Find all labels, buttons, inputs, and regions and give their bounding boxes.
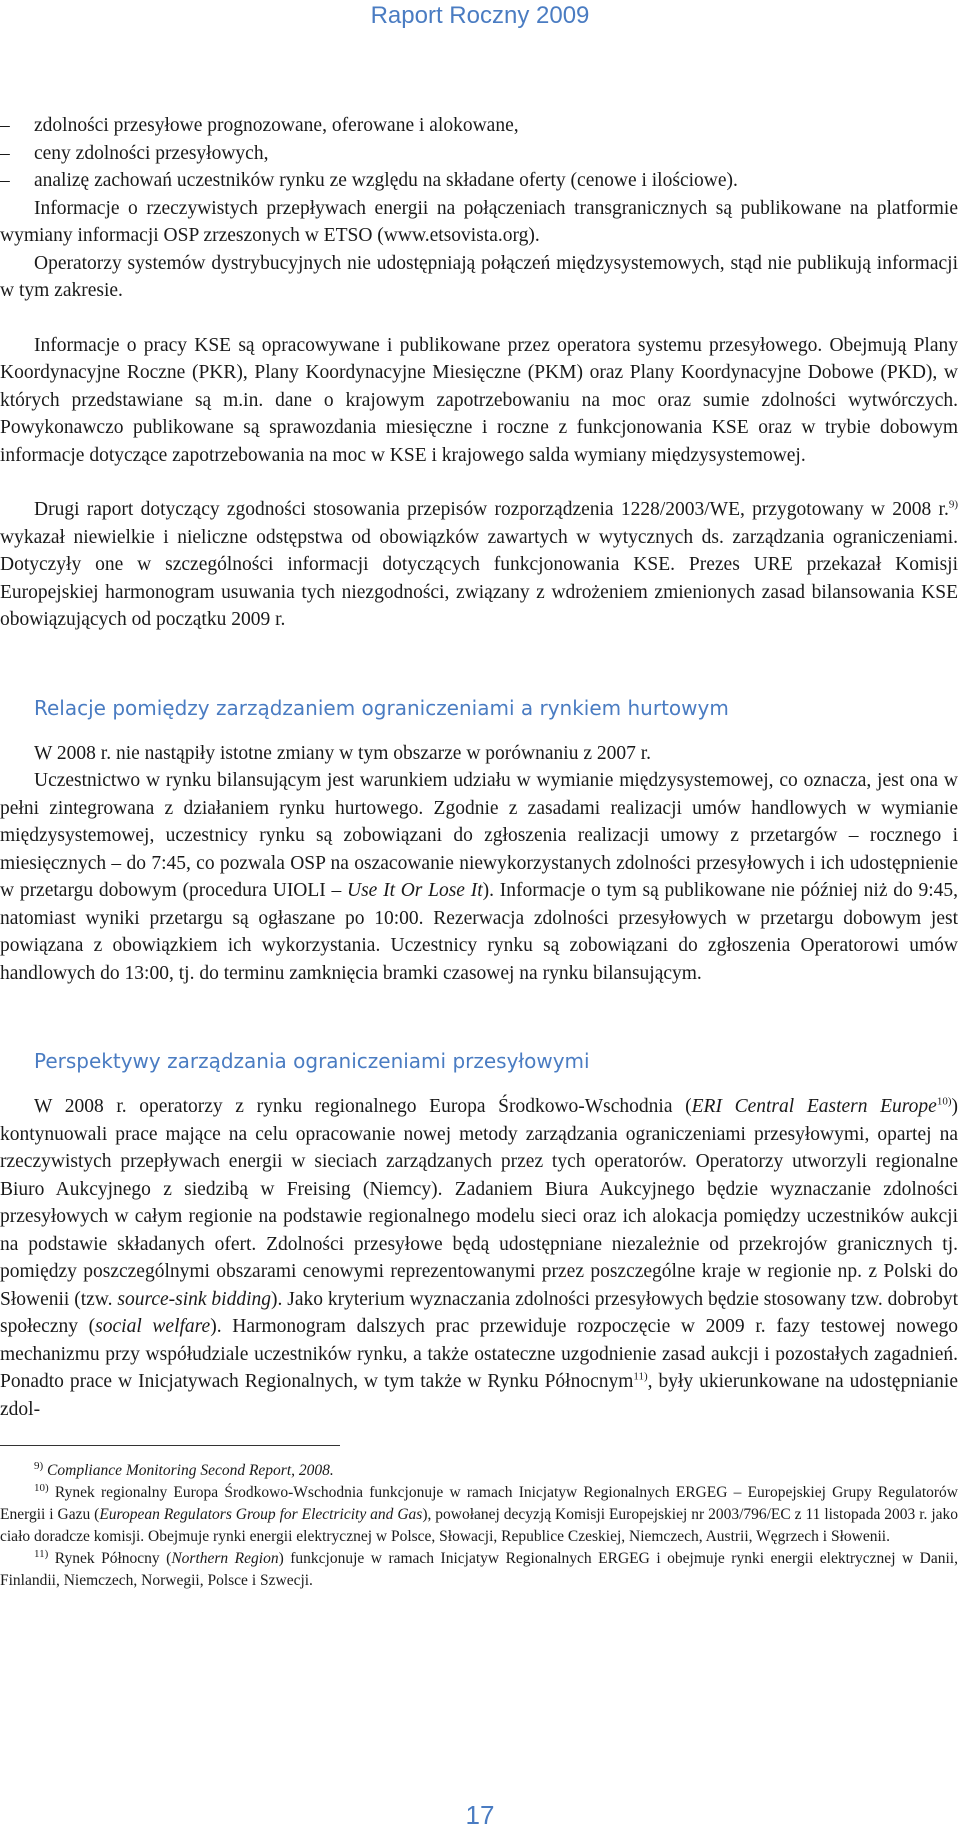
list-item [0, 112, 958, 140]
list-item-text: zdolności przesyłowe prognozowane, oferowane i alokowane, [34, 115, 519, 136]
dash-icon: – [0, 115, 10, 136]
page-body [0, 112, 958, 1592]
list-item [0, 140, 958, 168]
page-number: 17 [465, 1800, 495, 1830]
footnote-ref-9: 9) [948, 498, 958, 511]
paragraph-no-changes: W 2008 r. nie nastąpiły istotne zmiany w tym obszarze w porównaniu z 2007 r. [34, 742, 652, 764]
paragraph-kse-info: Informacje o pracy KSE są opracowywane i publikowane przez operatora systemu przesyłowego. Obejmują Plany Koordynacyjne Roczne (PKR), Plany Koordynacyjne Miesięczne (PKM) oraz Plany Koordynacyjne Dobowe (PKD), w których przedstawiane są m.in. dane o krajowym zapotrzebowaniu na moc oraz sumie zdolności wytwórczych. Powykonawczo publikowane są sprawozdania miesięczne i roczne z funkcjonowania KSE oraz w trybie dobowym informacje dotyczące zapotrzebowania na moc w KSE i krajowego salda wymiany międzysystemowej. [0, 334, 958, 466]
section-heading-perspectives: Perspektywy zarządzania ograniczeniami przesyłowymi [34, 1049, 590, 1073]
paragraph-second-report: Drugi raport dotyczący zgodności stosowania przepisów rozporządzenia 1228/2003/WE, przygotowany w 2008 r.$^{9)}$ wykazał niewielkie i nieliczne odstępstwa od obowiązków zawartych w wytycznych ds. zarządzania ograniczeniami. Dotyczyły one w szczególności informacji dotyczących funkcjonowania KSE. Prezes URE przekazał Komisji Europejskiej harmonogram usuwania tych niezgodności, związany z wdrożeniem zmienionych zasad bilansowania KSE obowiązujących od początku 2009 r. [0, 498, 958, 630]
footnote-ref-11: 11) [633, 1370, 648, 1383]
running-header: Raport Roczny 2009 [370, 2, 590, 29]
bullet-list [0, 112, 958, 195]
list-item-text: analizę zachowań uczestników rynku ze względu na składane oferty (cenowe i ilościowe). [34, 170, 738, 191]
paragraph-regional-market: W 2008 r. operatorzy z rynku regionalnego Europa Środkowo-Wschodnia (ERI Central Eastern Europe$^{10)}$) kontynuowali prace mające na celu opracowanie nowej metody zarządzania ograniczeniami przesyłowymi, opartej na rzeczywistych przepływach energii w sieciach zarządzanych przez tych operatorów. Operatorzy utworzyli regionalne Biuro Aukcyjnego z siedzibą w Freising (Niemcy). Zadaniem Biura Aukcyjnego będzie wyznaczanie zdolności przesyłowych w całym regionie na podstawie regionalnego modelu sieci oraz ich alokacja pomiędzy uczestników aukcji na podstawie składanych ofert. Zdolności przesyłowe będą udostępniane niezależnie od przekrojów granicznych tj. pomiędzy poszczególnymi obszarami cenowymi reprezentowanymi przez poszczególne kraje w regionie np. z Polski do Słowenii (tzw. source-sink bidding). Jako kryterium wyznaczania zdolności przesyłowych będzie stosowany tzw. dobrobyt społeczny (social welfare). Harmonogram dalszych prac przewiduje rozpoczęcie w 2009 r. fazy testowej nowego mechanizmu przy współudziale uczestników rynku, a także ostateczne uzgodnienie zasad aukcji i pozostałych zagadnień. Ponadto prace w Inicjatywach Regionalnych, w tym także w Rynku Północnym$^{11)}$, były ukierunkowane na udostępnianie zdol- [0, 1095, 958, 1420]
paragraph-balancing-market: Uczestnictwo w rynku bilansującym jest warunkiem udziału w wymianie międzysystemowej, co oznacza, jest ona w pełni zintegrowana z działaniem rynku hurtowego. Zgodnie z zasadami realizacji umów handlowych w wymianie międzysystemowej, uczestnicy rynku są zobowiązani do zgłoszenia realizacji umowy z przetargów – rocznego i miesięcznych – do 7:45, co pozwala OSP na oszacowanie niewykorzystanych zdolności przesyłowych i ich udostępnienie w przetargu dobowym (procedura UIOLI – Use It Or Lose It). Informacje o tym są publikowane nie później niż do 9:45, natomiast wyniki przetargu są ogłaszane po 10:00. Rezerwacja zdolności przesyłowych w przetargu dobowym jest powiązana z obowiązkiem ich wykorzystania. Uczestnicy rynku są zobowiązani do zgłoszenia Operatorowi umów handlowych do 13:00, tj. do terminu zamknięcia bramki czasowej na rynku bilansującym. [0, 770, 958, 984]
footnote-ref-10: 10) [936, 1095, 952, 1108]
footnote-9: $^{9)}$ Compliance Monitoring Second Report, 2008. [34, 1459, 334, 1479]
section-heading-wholesale: Relacje pomiędzy zarządzaniem ograniczeniami a rynkiem hurtowym [34, 695, 729, 720]
paragraph-dso: Operatorzy systemów dystrybucyjnych nie udostępniają połączeń międzysystemowych, stąd nie publikują informacji w tym zakresie. [0, 252, 958, 301]
list-item [0, 167, 958, 195]
dash-icon: – [0, 142, 10, 164]
list-item-text: ceny zdolności przesyłowych, [34, 142, 269, 164]
paragraph-transborder-flows: Informacje o rzeczywistych przepływach energii na połączeniach transgranicznych są publikowane na platformie wymiany informacji OSP zrzeszonych w ETSO (www.etsovista.org). [0, 197, 958, 246]
dash-icon: – [0, 170, 10, 191]
footnote-divider [0, 1445, 340, 1446]
footnote-10: $^{10)}$ Rynek regionalny Europa Środkowo-Wschodnia funkcjonuje w ramach Inicjatyw Regionalnych ERGEG – Europejskiej Grupy Regulatorów Energii i Gazu (European Regulators Group for Electricity and Gas), powołanej decyzją Komisji Europejskiej nr 2003/796/EC z 11 listopada 2003 r. jako ciało doradcze komisji. Obejmuje rynki energii elektrycznej w Polsce, Słowacji, Republice Czeskiej, Niemczech, Austrii, Węgrzech i Słowenii. [0, 1481, 959, 1545]
footnote-11: $^{11)}$ Rynek Północny (Northern Region) funkcjonuje w ramach Inicjatyw Regionalnych ERGEG i obejmuje rynki energii elektrycznej w Danii, Finlandii, Niemczech, Norwegii, Polsce i Szwecji. [0, 1547, 958, 1589]
